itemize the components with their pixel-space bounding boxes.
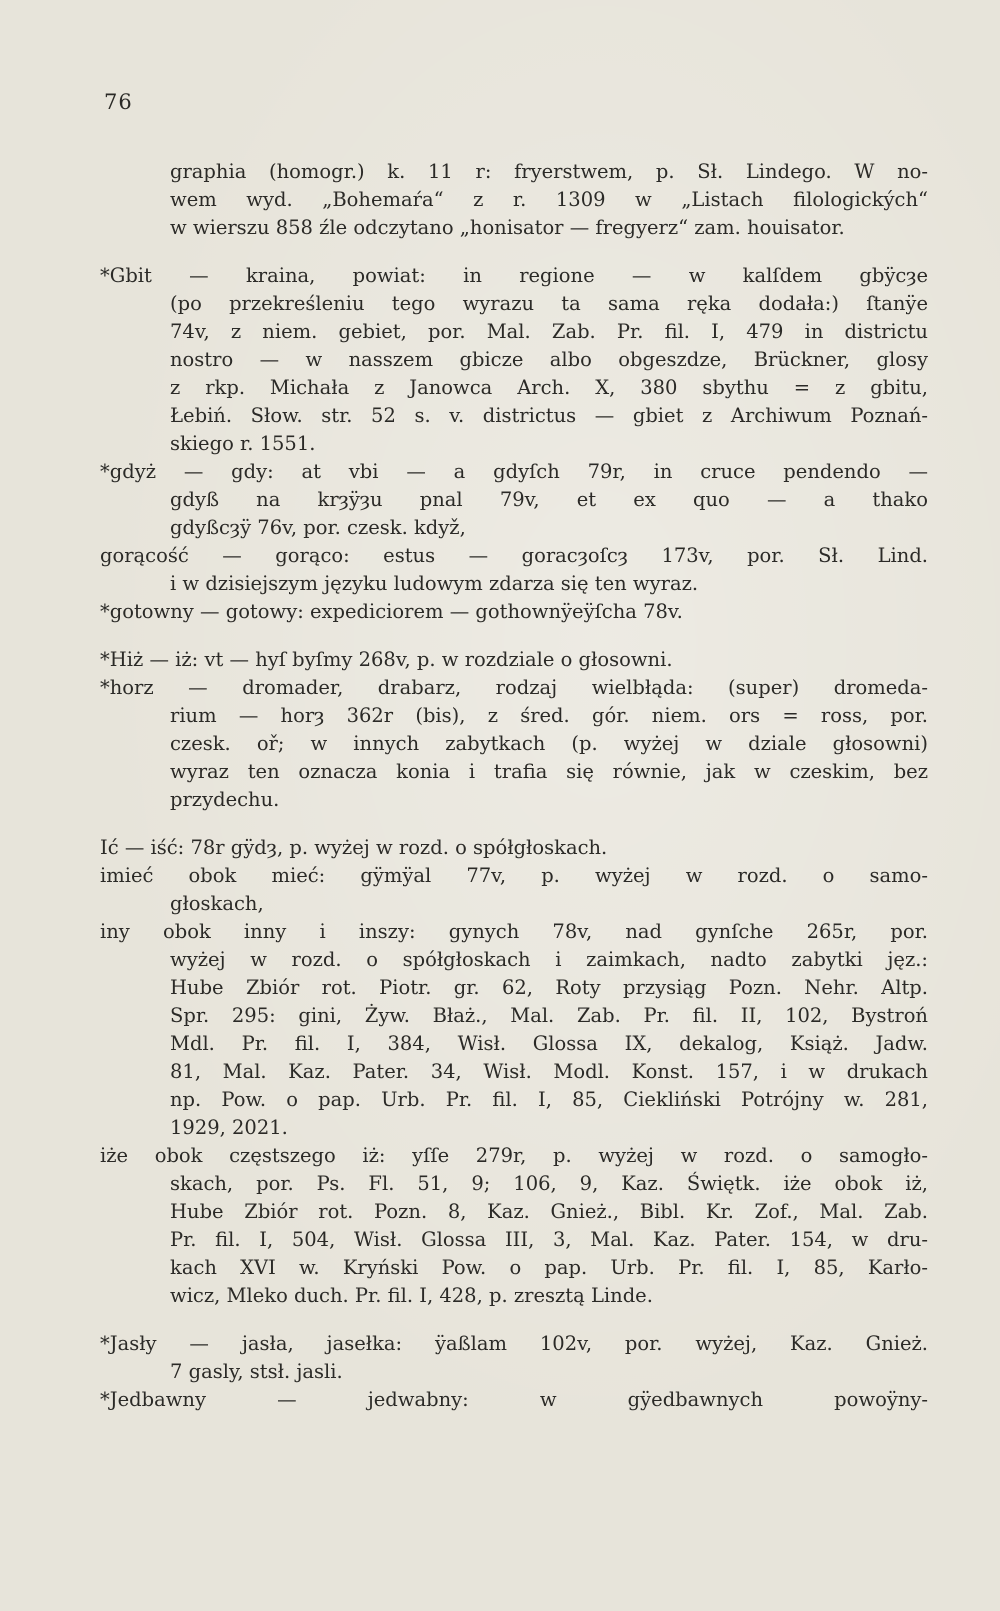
text-line: *Hiż — iż: vt — hyſ byſmy 268v, p. w rozdziale o głosowni. <box>100 648 673 671</box>
text-line: iże obok częstszego iż: yſſe 279r, p. wyżej w rozd. o samogło- <box>100 1144 928 1167</box>
text-line: Hube Zbiór rot. Pozn. 8, Kaz. Gnież., Bibl. Kr. Zof., Mal. Zab. <box>170 1200 928 1223</box>
text-line: kach XVI w. Kryński Pow. o pap. Urb. Pr. fil. I, 85, Karło- <box>170 1256 928 1279</box>
text-line: wicz, Mleko duch. Pr. fil. I, 428, p. zresztą Linde. <box>170 1284 653 1307</box>
text-line: z rkp. Michała z Janowca Arch. X, 380 sbythu = z gbitu, <box>170 376 928 399</box>
text-line: *horz — dromader, drabarz, rodzaj wielbłąda: (super) dromeda- <box>100 676 928 699</box>
text-line: wyżej w rozd. o spółgłoskach i zaimkach, nadto zabytki jęz.: <box>170 948 928 971</box>
text-body <box>100 158 928 1414</box>
text-line: skach, por. Ps. Fl. 51, 9; 106, 9, Kaz. Świętk. iże obok iż, <box>170 1172 928 1195</box>
text-line: 7 gasly, stsł. jasli. <box>170 1360 343 1383</box>
text-line: wem wyd. „Bohemaŕa“ z r. 1309 w „Listach filologických“ <box>170 188 928 211</box>
text-line: nostro — w nasszem gbicze albo obgeszdze, Brückner, glosy <box>170 348 928 371</box>
text-line: iny obok inny i inszy: gynych 78v, nad gynſche 265r, por. <box>100 920 928 943</box>
text-line: wyraz ten oznacza konia i trafia się równie, jak w czeskim, bez <box>170 760 928 783</box>
text-line: 81, Mal. Kaz. Pater. 34, Wisł. Modl. Konst. 157, i w drukach <box>170 1060 928 1083</box>
text-line: Pr. fil. I, 504, Wisł. Glossa III, 3, Mal. Kaz. Pater. 154, w dru- <box>170 1228 928 1251</box>
text-line: (po przekreśleniu tego wyrazu ta sama ręka dodała:) ſtanÿe <box>170 292 928 315</box>
paragraph-gap <box>100 1310 928 1330</box>
text-line: rium — horȝ 362r (bis), z śred. gór. niem. ors = ross, por. <box>170 704 928 727</box>
text-line: Hube Zbiór rot. Piotr. gr. 62, Roty przysiąg Pozn. Nehr. Altp. <box>170 976 928 999</box>
text-line: 1929, 2021. <box>170 1116 288 1139</box>
paragraph-gap <box>100 814 928 834</box>
text-line: Mdl. Pr. fil. I, 384, Wisł. Glossa IX, dekalog, Książ. Jadw. <box>170 1032 928 1055</box>
text-line: *gotowny — gotowy: expediciorem — gothownÿeÿſcha 78v. <box>100 600 683 623</box>
paragraph-gap <box>100 242 928 262</box>
text-line: *Jasły — jasła, jasełka: ÿaßlam 102v, por. wyżej, Kaz. Gnież. <box>100 1332 928 1355</box>
text-line: przydechu. <box>170 788 280 811</box>
text-line: gdyß na krȝÿȝu pnal 79v, et ex quo — a thako <box>170 488 928 511</box>
text-line: gdyßcȝÿ 76v, por. czesk. když, <box>170 516 466 539</box>
paragraph-gap <box>100 626 928 646</box>
text-line: czesk. oř; w innych zabytkach (p. wyżej w dziale głosowni) <box>170 732 928 755</box>
text-line: w wierszu 858 źle odczytano „honisator — fregyerz“ zam. houisator. <box>170 216 845 239</box>
text-line: *Gbit — kraina, powiat: in regione — w kalſdem gbÿcȝe <box>100 264 928 287</box>
text-line: i w dzisiejszym języku ludowym zdarza się ten wyraz. <box>170 572 699 595</box>
text-line: np. Pow. o pap. Urb. Pr. fil. I, 85, Ciekliński Potrójny w. 281, <box>170 1088 928 1111</box>
text-line: graphia (homogr.) k. 11 r: fryerstwem, p. Sł. Lindego. W no- <box>170 160 928 183</box>
text-line: Spr. 295: gini, Żyw. Błaż., Mal. Zab. Pr. fil. II, 102, Bystroń <box>170 1004 928 1027</box>
text-line: gorącość — gorąco: estus — goracȝoſcȝ 173v, por. Sł. Lind. <box>100 544 928 567</box>
text-line: *Jedbawny — jedwabny: w gÿedbawnych powoÿny- <box>100 1388 928 1411</box>
text-line: Łebiń. Słow. str. 52 s. v. districtus — gbiet z Archiwum Poznań- <box>170 404 928 427</box>
text-line: głoskach, <box>170 892 264 915</box>
text-line: Ić — iść: 78r gÿdȝ, p. wyżej w rozd. o spółgłoskach. <box>100 836 608 859</box>
page-number: 76 <box>104 90 133 114</box>
text-line: imieć obok mieć: gÿmÿal 77v, p. wyżej w rozd. o samo- <box>100 864 928 887</box>
text-line: 74v, z niem. gebiet, por. Mal. Zab. Pr. fil. I, 479 in districtu <box>170 320 928 343</box>
text-line: skiego r. 1551. <box>170 432 316 455</box>
text-line: *gdyż — gdy: at vbi — a gdyſch 79r, in cruce pendendo — <box>100 460 928 483</box>
